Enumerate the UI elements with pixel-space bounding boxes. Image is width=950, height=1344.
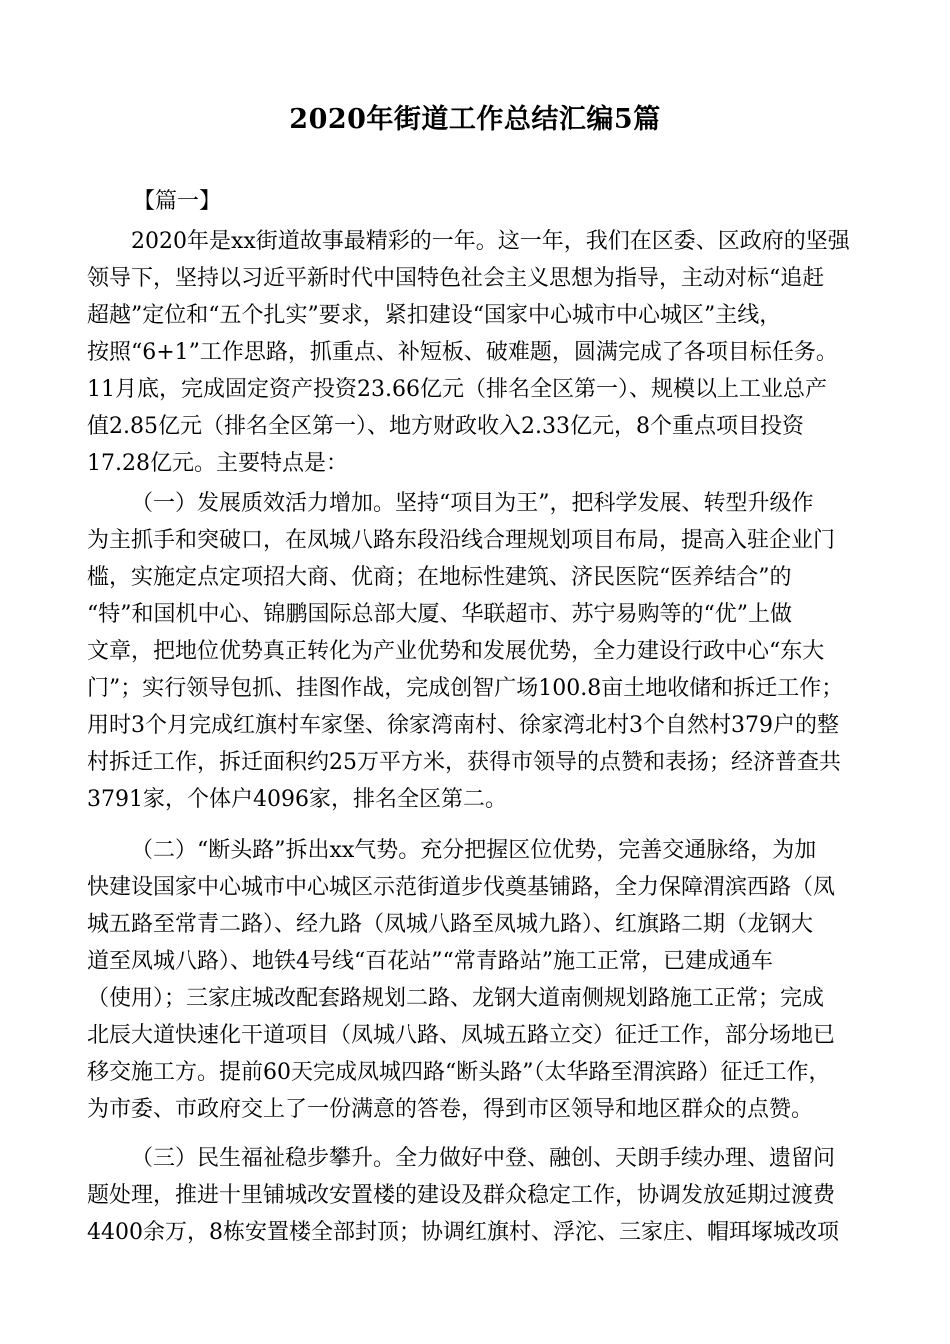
- text-line: （使用）；三家庄城改配套路规划二路、龙钢大道南侧规划路施工正常；完成: [87, 986, 825, 1011]
- text-line: 3791家，个体户4096家，排名全区第二。: [87, 787, 507, 812]
- text-line: 值2.85亿元（排名全区第一）、地方财政收入2.33亿元，8个重点项目投资: [87, 414, 804, 439]
- text-line: 为市委、市政府交上了一份满意的答卷，得到市区领导和地区群众的点赞。: [87, 1097, 814, 1122]
- text-line: （二）“断头路”拆出xx气势。充分把握区位优势，完善交通脉络，为加: [131, 838, 817, 863]
- text-line: 11月底，完成固定资产投资23.66亿元（排名全区第一）、规模以上工业总产: [87, 377, 827, 402]
- text-line: 快建设国家中心城市中心城区示范街道步伐奠基铺路，全力保障渭滨西路（凤: [87, 875, 836, 900]
- text-line: 领导下，坚持以习近平新时代中国特色社会主义思想为指导，主动对标“追赶: [87, 266, 825, 291]
- document-title: 2020年街道工作总结汇编5篇: [289, 104, 661, 135]
- text-line: 题处理，推进十里铺城改安置楼的建设及群众稳定工作，协调发放延期过渡费: [87, 1183, 836, 1208]
- text-line: 为主抓手和突破口，在凤城八路东段沿线合理规划项目布局，提高入驻企业门: [87, 528, 836, 553]
- text-line: （三）民生福祉稳步攀升。全力做好中登、融创、天朗手续办理、遗留问: [131, 1146, 836, 1171]
- text-line: 4400余万，8栋安置楼全部封顶；协调红旗村、浮沱、三家庄、帽珥塚城改项: [87, 1220, 839, 1245]
- text-line: 道至凤城八路）、地铁4号线“百花站”“常青路站”施工正常，已建成通车: [87, 949, 773, 974]
- text-line: 文章，把地位优势真正转化为产业优势和发展优势，全力建设行政中心“东大: [87, 639, 825, 664]
- text-line: 17.28亿元。主要特点是：: [87, 451, 348, 476]
- section-label: 【篇一】: [133, 189, 222, 214]
- text-line: 2020年是xx街道故事最精彩的一年。这一年，我们在区委、区政府的坚强: [131, 229, 850, 254]
- text-line: 城五路至常青二路）、经九路（凤城八路至凤城九路）、红旗路二期（龙钢大: [87, 912, 814, 937]
- text-line: 村拆迁工作，拆迁面积约25万平方米，获得市领导的点赞和表扬；经济普查共: [87, 750, 841, 775]
- text-line: 门”；实行领导包抓、挂图作战，完成创智广场100.8亩土地收储和拆迁工作；: [87, 676, 844, 701]
- text-line: 移交施工方。提前60天完成凤城四路“断头路”（太华路至渭滨路）征迁工作，: [87, 1060, 831, 1085]
- text-line: 北辰大道快速化干道项目（凤城八路、凤城五路立交）征迁工作，部分场地已: [87, 1023, 836, 1048]
- text-line: “特”和国机中心、锦鹏国际总部大厦、华联超市、苏宁易购等的“优”上做: [87, 602, 792, 627]
- text-line: （一）发展质效活力增加。坚持“项目为王”，把科学发展、转型升级作: [131, 491, 814, 516]
- text-line: 用时3个月完成红旗村车家堡、徐家湾南村、徐家湾北村3个自然村379户的整: [87, 713, 839, 738]
- text-line: 按照“6+1”工作思路，抓重点、补短板、破难题，圆满完成了各项目标任务。: [87, 340, 838, 365]
- text-line: 槛，实施定点定项招大商、优商；在地标性建筑、济民医院“医养结合”的: [87, 565, 792, 590]
- text-line: 超越”定位和“五个扎实”要求，紧扣建设“国家中心城市中心城区”主线，: [87, 303, 782, 328]
